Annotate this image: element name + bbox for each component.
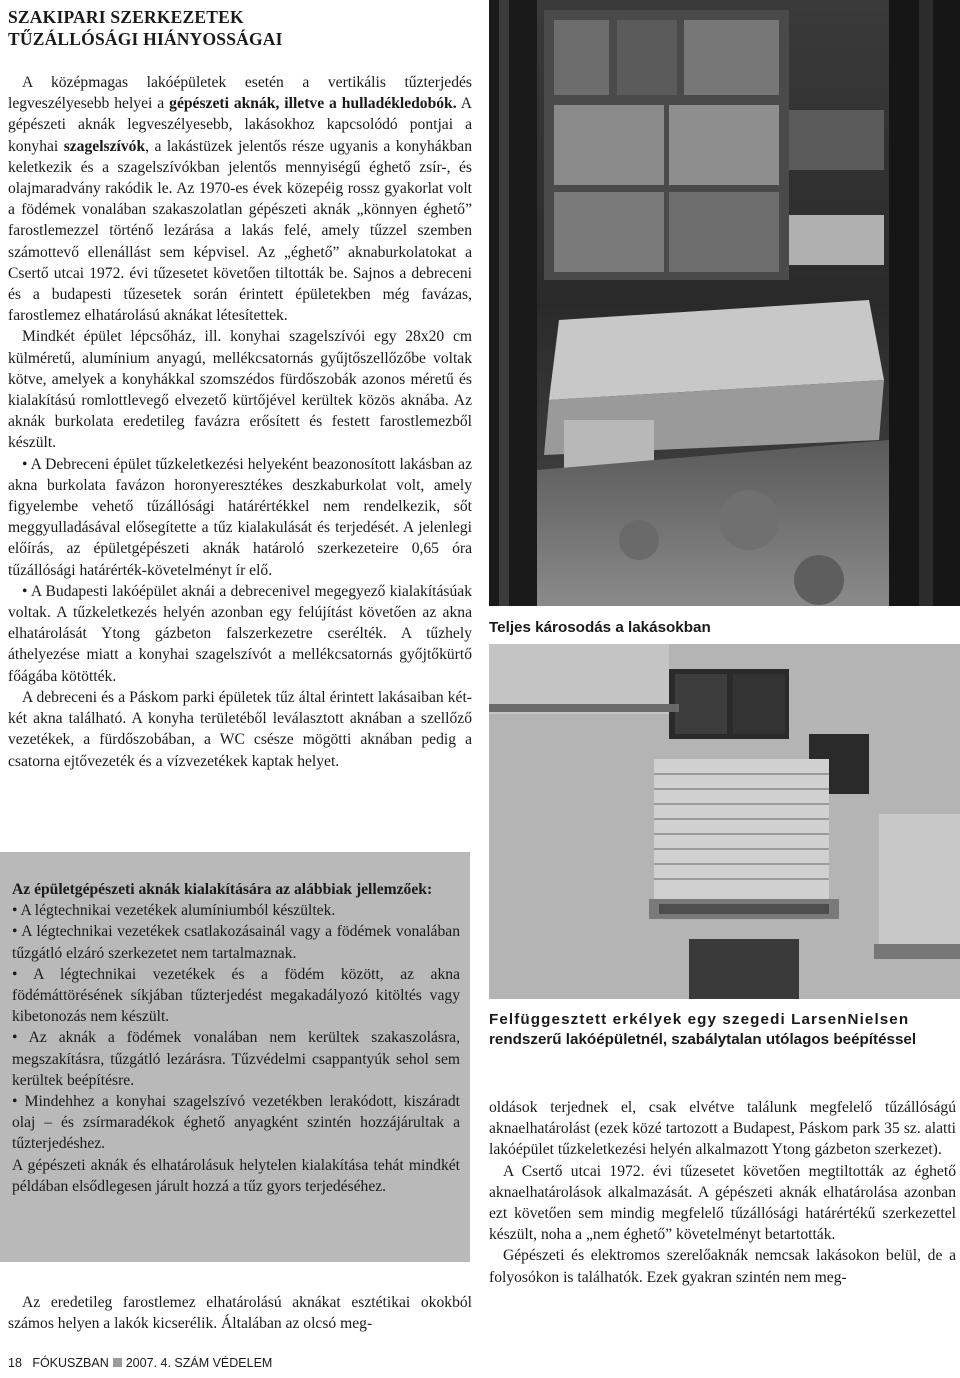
building-balconies-image [489,644,960,999]
photo2-caption-line1: Felfüggesztett erkélyek egy szegedi LarsenNielsen [489,1011,910,1028]
photo2-caption [489,1010,959,1050]
summary-item: • A légtechnikai vezetékek alumíniumból készültek. [12,902,336,920]
photo1-caption: Teljes károsodás a lakásokban [489,619,711,636]
square-separator-icon [113,1358,122,1367]
paragraph-intro: A középmagas lakóépületek esetén a vertikális tűzterjedés legveszélyesebb helyei a gépészeti aknák, illetve a hulladékledobók. A gépészeti aknák legveszélyesebb, lakásokhoz kapcsolódó pontjai a konyhai szagelszívók, a lakástüzek jelentős része ugyanis a konyhákban keletkezik és a szagelszívókban jelentős mennyiségű éghető zsír-, és olajmaradvány rakódik le. Az 1970-es évek közepéig rossz gyakorlat volt a födémek vonalában szakaszolatlan gépészeti aknák „könnyen éghető” farostlemezzel történő lezárása a lakás felé, amely tűzzel szemben számottevő ellenállást sem képvisel. Az „éghető” aknaburkolatokat a Csertő utcai 1972. évi tűzesetet követően tiltották be. Sajnos a debreceni és a budapesti tűzesetek során érintett épületekben még favázas, farostlemez elhatárolású aknákat létesítettek. [8,74,473,325]
paragraph-right-3: Gépészeti és elektromos szerelőaknák nemcsak lakásokon belül, de a folyosókon is találhatók. Ezek gyakran szintén nem meg- [489,1247,956,1286]
right-column-text [489,1097,956,1288]
summary-heading: Az épületgépészeti aknák kialakítására az alábbiak jellemzőek: [12,881,433,898]
page-number: 18 [8,1356,22,1370]
paragraph-paskom: A debreceni és a Páskom parki épületek tűz által érintett lakásaiban két-két akna található. A konyha területéből leválasztott aknában a szellőző vezetékek, a fürdőszobában, a WC csésze mögötti aknában pedig a csatorna ejtővezeték és a vízvezetékek kaptak helyet. [8,688,472,770]
summary-item: • A légtechnikai vezetékek és a födém között, az akna födémáttörésének síkjában tűzterjedést megakadályozó kitöltés vagy kibetonozás nem készült. [12,965,460,1026]
page-title [8,6,478,50]
magazine-section: FÓKUSZBAN [32,1356,109,1370]
issue-label: 2007. 4. SZÁM VÉDELEM [125,1356,273,1370]
paragraph-debrecen: • A Debreceni épület tűzkeletkezési helyeként beazonosított lakásban az akna burkolata favázon horonyeresztékes deszkaburkolat volt, amely figyelembe vehető tűzállósági határértékkel nem rendelkezik, sőt meggyulladásával elősegítette a tűz kialakulását és terjedését. A jelenlegi előírás, az épületgépészeti aknák határoló szerkezeteire 0,65 óra tűzállósági határérték-követelményt ír elő. [8,455,472,579]
left-column-text [8,72,472,772]
bold-phrase-szagelszivok: szagelszívók [63,137,146,155]
paragraph-budapest: • A Budapesti lakóépület aknái a debrecenivel megegyező kialakításúak voltak. A tűzkeletkezés helyén azonban egy felújítást követően az akna elhatárolását Ytong gázbeton falszerkezetre cserélték. A tűzhely áthelyezése miatt a konyhai szagelszívót a mellékcsatornás győjtőkürtő főágába kötötték. [8,582,472,685]
photo2-caption-line2: rendszerű lakóépületnél, szabálytalan utólagos beépítéssel [489,1031,917,1048]
title-line-1: SZAKIPARI SZERKEZETEK [8,7,244,27]
summary-box [12,879,460,1197]
summary-closing: A gépészeti aknák és elhatárolásuk helytelen kialakítása tehát mindkét példában elsődlegesen járult hozzá a tűz gyors terjedéséhez. [12,1156,460,1195]
page-footer [8,1356,272,1370]
burned-apartment-image [489,0,960,606]
summary-item: • Az aknák a födémek vonalában nem kerültek szakaszolásra, megszakításra, tűzgátló lezárásra. Tűzvédelmi csappantyúk sehol sem kerültek beépítésre. [12,1029,460,1089]
photo-building-balconies [489,644,960,999]
paragraph-right-2: A Csertő utcai 1972. évi tűzesetet követően megtiltották az éghető aknaelhatárolások alkalmazását. A gépészeti aknák elhatárolása azonban ezt követően sem mindig megfelelő tűzállósági határértékű szerkezettel készült, noha a „nem éghető” követelményt betartották. [489,1162,956,1244]
bottom-left-text: Az eredetileg farostlemez elhatárolású aknákat esztétikai okokból számos helyen a lakók kicserélik. Általában az olcsó meg- [8,1294,472,1333]
summary-item: • A légtechnikai vezetékek csatlakozásainál vagy a födémek vonalában tűzgátló elzáró szerkezetet nem tartalmaznak. [12,923,460,962]
title-line-2: TŰZÁLLÓSÁGI HIÁNYOSSÁGAI [8,29,283,49]
paragraph-right-1: oldások terjednek el, csak elvétve találunk megfelelő tűzállóságú aknaelhatárolást (ezek közé tartozott a Budapest, Páskom park 35 sz. alatti lakóépület tűzkeletkezési helyén alkalmazott Ytong gázbeton szerkezet). [489,1099,956,1159]
summary-item: • Mindehhez a konyhai szagelszívó vezetékben lerakódott, kiszáradt olaj – és zsírmaradékok éghető anyagként szintén hozzájárultak a tűzterjedéshez. [12,1093,460,1153]
bold-phrase-aknak: gépészeti aknák, illetve a hulladékledobók. [169,95,457,113]
photo-burned-apartment [489,0,960,606]
paragraph-buildings: Mindkét épület lépcsőház, ill. konyhai szagelszívói egy 28x20 cm külméretű, alumínium anyagú, mellékcsatornás gyűjtőszellőzőbe voltak kötve, amelyek a konyhákkal szomszédos fürdőszobák azonos méretű és kialakítású romlottlevegő elvezető kürtőjével kerültek közös aknába. Az aknák burkolata eredetileg favázra erősített és festett farostlemezből készült. [8,328,472,452]
